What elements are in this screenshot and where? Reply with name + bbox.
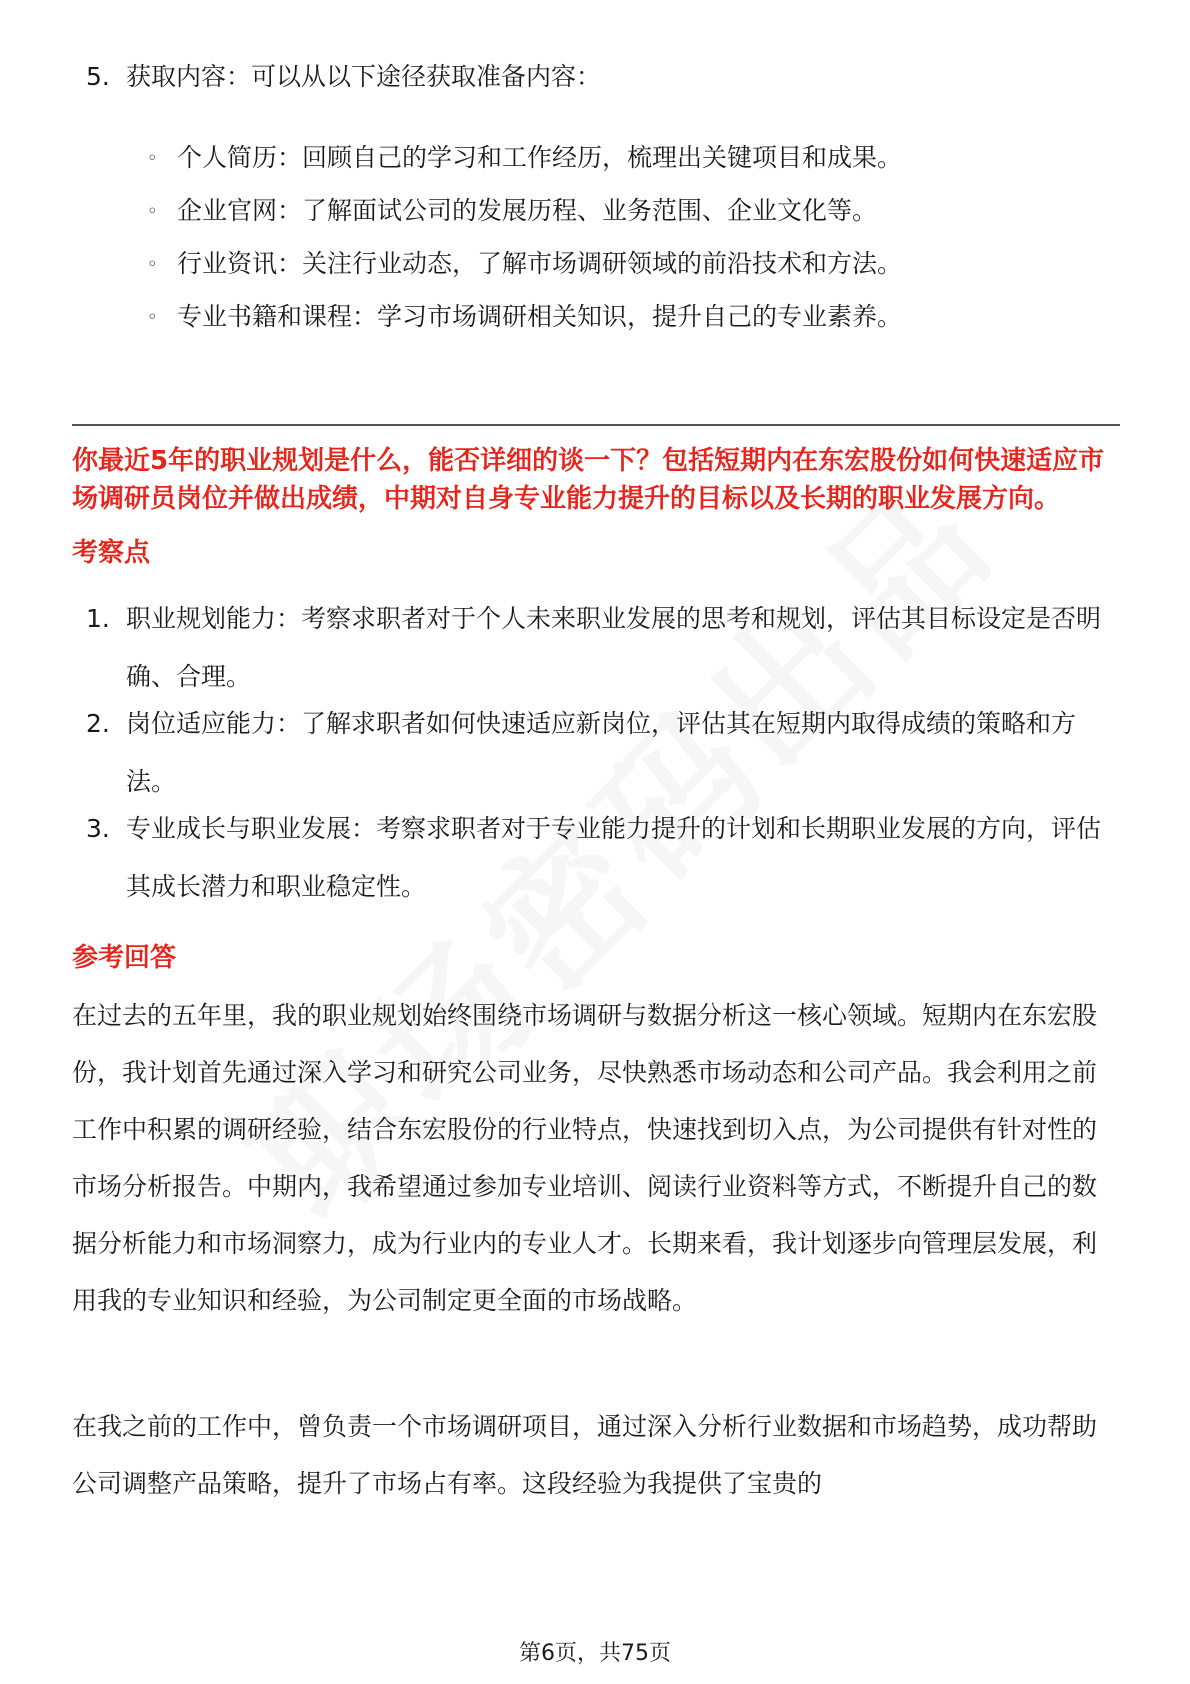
bullet-text: 企业官网：了解面试公司的发展历程、业务范围、企业文化等。 — [177, 196, 878, 225]
focus-item-2 — [86, 695, 1116, 811]
intro-list-item — [86, 48, 1116, 106]
source-bullet-3 — [147, 244, 902, 285]
list-text: 职业规划能力：考察求职者对于个人未来职业发展的思考和规划，评估其目标设定是否明确、合理。 — [126, 604, 1102, 691]
bullet-icon: ◦ — [147, 254, 158, 275]
bullet-icon: ◦ — [147, 201, 158, 222]
focus-heading: 考察点 — [72, 538, 151, 568]
list-text: 专业成长与职业发展：考察求职者对于专业能力提升的计划和长期职业发展的方向，评估其成长潜力和职业稳定性。 — [126, 814, 1102, 901]
list-number: 2. — [86, 709, 110, 738]
list-text: 获取内容：可以从以下途径获取准备内容： — [126, 62, 602, 91]
list-number: 3. — [86, 814, 110, 843]
interview-question: 你最近5年的职业规划是什么，能否详细的谈一下？包括短期内在东宏股份如何快速适应市场调研员岗位并做出成绩，中期对自身专业能力提升的目标以及长期的职业发展方向。 — [72, 446, 1105, 514]
answer-paragraph-1: 在过去的五年里，我的职业规划始终围绕市场调研与数据分析这一核心领域。短期内在东宏股份，我计划首先通过深入学习和研究公司业务，尽快熟悉市场动态和公司产品。我会利用之前工作中积累的调研经验，结合东宏股份的行业特点，快速找到切入点，为公司提供有针对性的市场分析报告。中期内，我希望通过参加专业培训、阅读行业资料等方式，不断提升自己的数据分析能力和市场洞察力，成为行业内的专业人才。长期来看，我计划逐步向管理层发展，利用我的专业知识和经验，为公司制定更全面的市场战略。 — [72, 1001, 1098, 1315]
list-text: 岗位适应能力：了解求职者如何快速适应新岗位，评估其在短期内取得成绩的策略和方法。 — [126, 709, 1077, 796]
bullet-icon: ◦ — [147, 148, 158, 169]
section-divider — [72, 424, 1120, 426]
focus-item-3 — [86, 800, 1116, 916]
answer-heading: 参考回答 — [72, 943, 177, 973]
bullet-text: 行业资讯：关注行业动态，了解市场调研领域的前沿技术和方法。 — [177, 249, 903, 278]
source-bullet-4 — [147, 297, 902, 338]
page-footer: 第6页，共75页 — [519, 1641, 671, 1666]
bullet-text: 专业书籍和课程：学习市场调研相关知识，提升自己的专业素养。 — [177, 302, 903, 331]
bullet-icon: ◦ — [147, 307, 158, 328]
answer-paragraph-2: 在我之前的工作中，曾负责一个市场调研项目，通过深入分析行业数据和市场趋势，成功帮助公司调整产品策略，提升了市场占有率。这段经验为我提供了宝贵的 — [72, 1412, 1098, 1498]
focus-item-1 — [86, 590, 1116, 706]
list-number: 5. — [86, 62, 110, 91]
bullet-text: 个人简历：回顾自己的学习和工作经历，梳理出关键项目和成果。 — [177, 143, 903, 172]
source-bullet-2 — [147, 191, 877, 232]
source-bullet-1 — [147, 138, 902, 179]
list-number: 1. — [86, 604, 110, 633]
